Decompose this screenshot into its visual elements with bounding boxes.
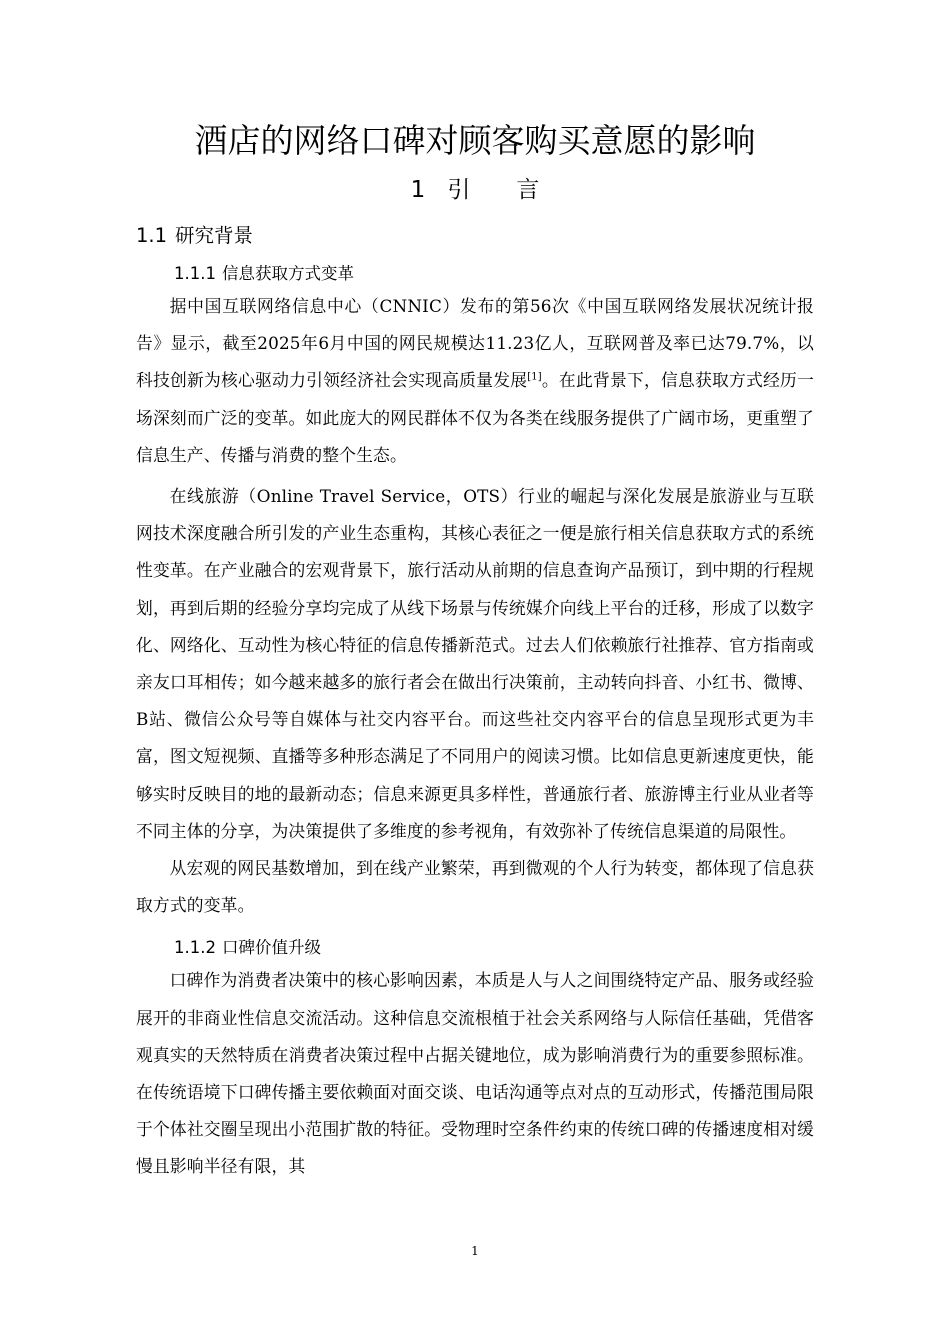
paragraph-text-continued: 。在此背景下，信息获取方式经历一场深刻而广泛的变革。如此庞大的网民群体不仅为各类在线服务提供了广阔市场，更重塑了信息生产、传播与消费的整个生态。 bbox=[136, 370, 814, 465]
subsection-heading-1-1-1 bbox=[174, 262, 814, 286]
section-number: 1.1 bbox=[136, 224, 168, 247]
chapter-title-part1: 引 bbox=[447, 177, 471, 203]
paragraph-text: 据中国互联网络信息中心（CNNIC）发布的第56次《中国互联网络发展状况统计报告》显示，截至2025年6月中国的网民规模达11.23亿人，互联网普及率已达79.7%，以科技创新为核心驱动力引领经济社会实现高质量发展 bbox=[136, 296, 814, 391]
page-number: 1 bbox=[471, 1244, 479, 1258]
document-title: 酒店的网络口碑对顾客购买意愿的影响 bbox=[194, 121, 756, 160]
paragraph-cnnic-report bbox=[136, 288, 814, 474]
paragraph-online-travel: 在线旅游（Online Travel Service，OTS）行业的崛起与深化发展是旅游业与互联网技术深度融合所引发的产业生态重构，其核心表征之一便是旅行相关信息获取方式的系统性变革。在产业融合的宏观背景下，旅行活动从前期的信息查询产品预订，到中期的行程规划，再到后期的经验分享均完成了从线下场景与传统媒介向线上平台的迁移，形成了以数字化、网络化、互动性为核心特征的信息传播新范式。过去人们依赖旅行社推荐、官方指南或亲友口耳相传；如今越来越多的旅行者会在做出行决策前，主动转向抖音、小红书、微博、B站、微信公众号等自媒体与社交内容平台。而这些社交内容平台的信息呈现形式更为丰富，图文短视频、直播等多种形态满足了不同用户的阅读习惯。比如信息更新速度更快，能够实时反映目的地的最新动态；信息来源更具多样性，普通旅行者、旅游博主行业从业者等不同主体的分享，为决策提供了多维度的参考视角，有效弥补了传统信息渠道的局限性。 bbox=[136, 486, 814, 841]
paragraph-summary: 从宏观的网民基数增加，到在线产业繁荣，再到微观的个人行为转变，都体现了信息获取方式的变革。 bbox=[136, 858, 814, 916]
chapter-number: 1 bbox=[410, 177, 426, 203]
page-content bbox=[136, 118, 814, 1186]
section-title: 研究背景 bbox=[175, 224, 254, 247]
subsection-number: 1.1.1 bbox=[174, 264, 216, 283]
paragraph-word-of-mouth: 口碑作为消费者决策中的核心影响因素，本质是人与人之间围绕特定产品、服务或经验展开的非商业性信息交流活动。这种信息交流根植于社会关系网络与人际信任基础，凭借客观真实的天然特质在消费者决策过程中占据关键地位，成为影响消费行为的重要参照标准。在传统语境下口碑传播主要依赖面对面交谈、电话沟通等点对点的互动形式，传播范围局限于个体社交圈呈现出小范围扩散的特征。受物理时空条件约束的传统口碑的传播速度相对缓慢且影响半径有限，其 bbox=[136, 970, 814, 1177]
subsection-number: 1.1.2 bbox=[174, 938, 216, 958]
section-heading-1-1 bbox=[136, 222, 814, 250]
chapter-title-part2: 言 bbox=[516, 177, 540, 203]
subsection-title: 口碑价值升级 bbox=[221, 938, 321, 958]
subsection-title: 信息获取方式变革 bbox=[221, 264, 354, 283]
citation-marker: [1] bbox=[527, 371, 542, 383]
subsection-heading-1-1-2 bbox=[174, 936, 814, 960]
chapter-heading bbox=[136, 174, 814, 206]
